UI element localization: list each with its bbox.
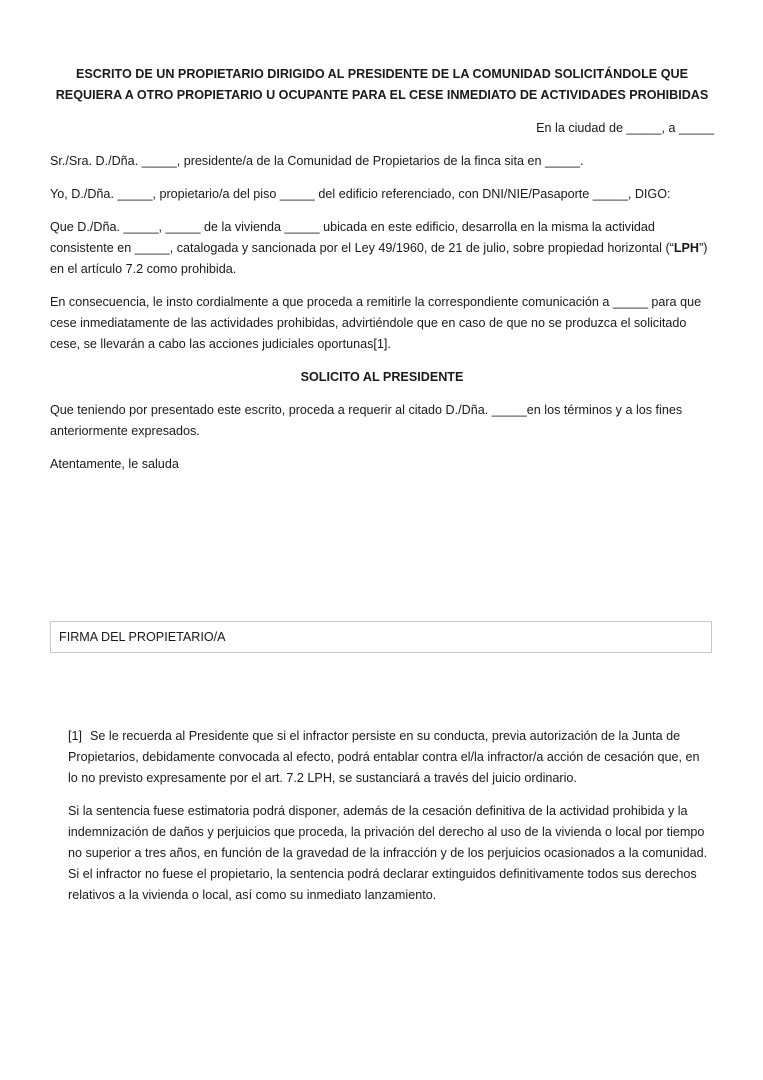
footnote-1: [68, 726, 710, 789]
document-title: ESCRITO DE UN PROPIETARIO DIRIGIDO AL PRESIDENTE DE LA COMUNIDAD SOLICITÁNDOLE QUE REQUIERA A OTRO PROPIETARIO U OCUPANTE PARA EL CESE INMEDIATO DE ACTIVIDADES PROHIBIDAS: [55, 67, 709, 102]
document-body: [50, 64, 714, 487]
activity-text-end: ”) en el artículo 7.2 como prohibida.: [50, 241, 708, 276]
activity-text-start: Que D./Dña. _____, _____ de la vivienda _____ ubicada en este edificio, desarrolla en la misma la actividad consistente en _____, catalogada y sancionada por el Ley 49/1960, de 21 de julio, sobre propiedad horizontal (“: [50, 220, 674, 255]
signature-box: [50, 621, 712, 653]
date-line: En la ciudad de _____, a _____: [536, 121, 714, 135]
closing-line: Atentamente, le saluda: [50, 457, 179, 471]
activity-paragraph: [50, 217, 714, 280]
addressee-paragraph: Sr./Sra. D./Dña. _____, presidente/a de la Comunidad de Propietarios de la finca sita en _____.: [50, 154, 584, 168]
footnote-ref: [1]: [68, 729, 83, 743]
request-heading: SOLICITO AL PRESIDENTE: [300, 370, 464, 384]
footnote-1-continued: Si la sentencia fuese estimatoria podrá disponer, además de la cesación definitiva de la actividad prohibida y la indemnización de daños y perjuicios que proceda, la privación del derecho al uso de la vivienda o local por tiempo no superior a tres años, en función de la gravedad de la infracción y de los perjuicios ocasionados a la comunidad. Si el infractor no fuese el propietario, la sentencia podrá declarar extinguidos definitivamente todos sus derechos relativos a la vivienda o local, así como su inmediato lanzamiento.: [68, 804, 708, 902]
request-paragraph: Que teniendo por presentado este escrito, proceda a requerir al citado D./Dña. _____en los términos y a los fines anteriormente expresados.: [50, 403, 683, 438]
footnote-1-text: Se le recuerda al Presidente que si el infractor persiste en su conducta, previa autorización de la Junta de Propietarios, debidamente convocada al efecto, podrá entablar contra el/la infractor/a acción de cesación que, en lo no previsto expresamente por el art. 7.2 LPH, se sustanciará a través del juicio ordinario.: [68, 729, 700, 785]
owner-paragraph: Yo, D./Dña. _____, propietario/a del piso _____ del edificio referenciado, con DNI/NIE/Pasaporte _____, DIGO:: [50, 187, 671, 201]
consequence-paragraph: En consecuencia, le insto cordialmente a que proceda a remitirle la correspondiente comunicación a _____ para que cese inmediatamente de las actividades prohibidas, advirtiéndole que en caso de que no se produzca el solicitado cese, se llevarán a cabo las acciones judiciales oportunas[1].: [50, 295, 702, 351]
signature-label: FIRMA DEL PROPIETARIO/A: [59, 630, 226, 644]
lph-abbreviation: LPH: [673, 241, 700, 255]
footnotes: [68, 726, 710, 918]
